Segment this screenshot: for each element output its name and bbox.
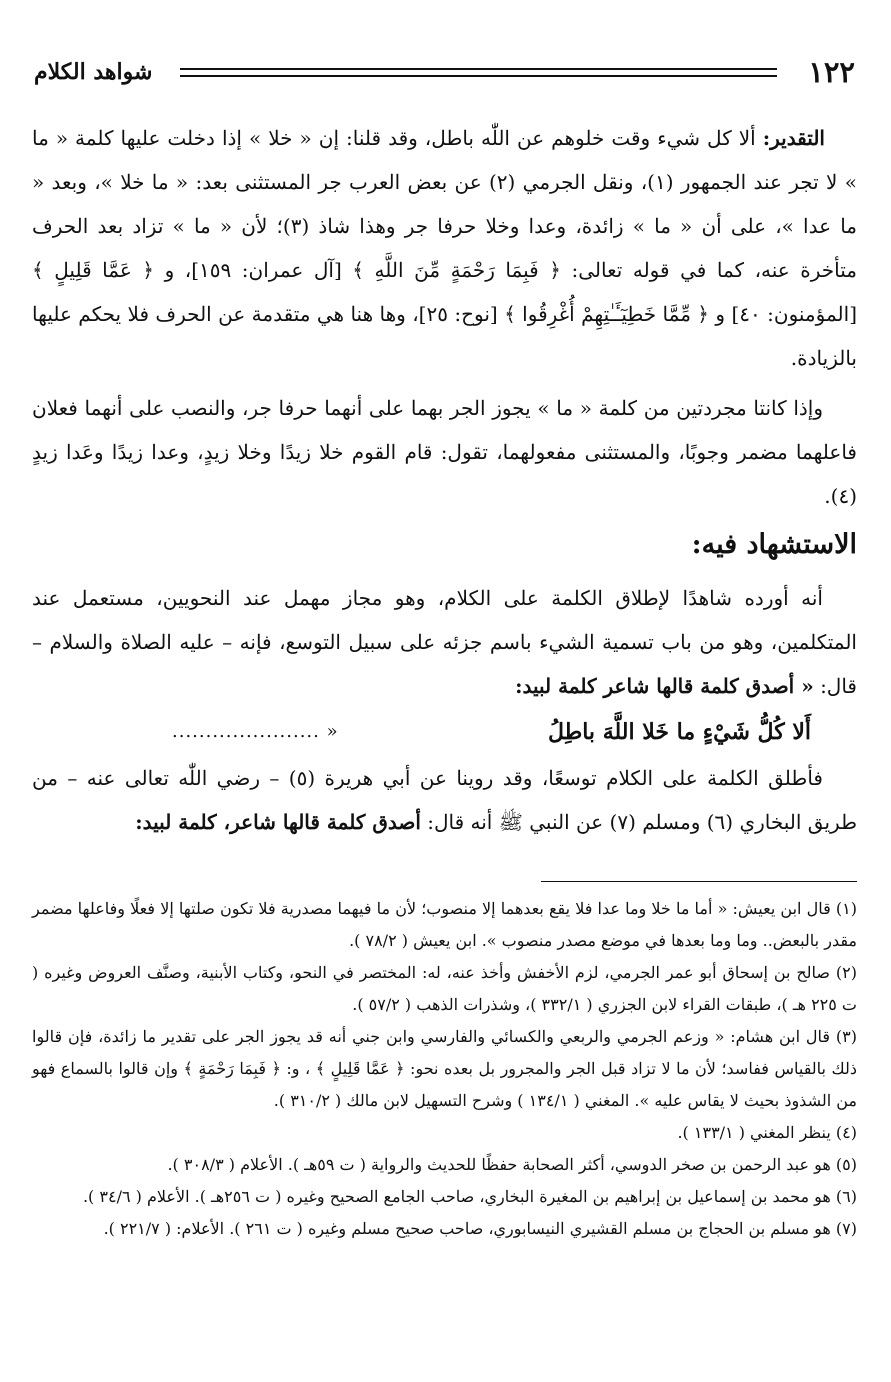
footnote: (٦) هو محمد بن إسماعيل بن إبراهيم بن المغيرة البخاري، صاحب الجامع الصحيح وغيره ( ت ٢٥٦هـ ). الأعلام ( ٣٤/٦ ).: [82, 1187, 857, 1206]
running-title: شواهد الكلام: [34, 59, 153, 85]
footnote: (٣) قال ابن هشام: « وزعم الجرمي والربعي والكسائي والفارسي وابن جني أنه قد يجوز الجر على تقدير ما زائدة، فإن قالوا ذلك بالقياس ففاسد؛ لأن ما لا تزاد قبل الجر والمجرور بل بعده نحو: ﴿ عَمَّا قَلِيلٍ ﴾ ، و: ﴿ فَبِمَا رَحْمَةٍ ﴾ وإن قالوا بالسماع فهو من الشذوذ بحيث لا يقاس عليه ». المغني ( ١٣٤/١ ) وشرح التسهيل لابن مالك ( ٣١٠/٢ ).: [32, 1027, 857, 1110]
footnote: (٧) هو مسلم بن الحجاج بن مسلم القشيري النيسابوري، صاحب صحيح مسلم وغيره ( ت ٢٦١ ). الأعلام: ( ٢٢١/٧ ).: [103, 1219, 857, 1238]
paragraph-text: ألا كل شيء وقت خلوهم عن اللّٰه باطل، وقد قلنا: إن « خلا » إذا دخلت عليها كلمة « ما » لا تجر عند الجمهور (١)، ونقل الجرمي (٢) عن بعض العرب جر المستثنى بعد: « ما خلا »، وبعد « ما عدا »، على أن « ما » زائدة، وعدا وخلا حرفا جر وهذا شاذ (٣)؛ لأن « ما » تزاد بعد الحرف متأخرة عنه، كما في قوله تعالى: ﴿ فَبِمَا رَحْمَةٍ مِّنَ اللَّهِ ﴾ [آل عمران: ١٥٩]، و ﴿ عَمَّا قَلِيلٍ ﴾ [المؤمنون: ٤٠] و ﴿ مِّمَّا خَطِيٓـَٔـٰتِهِمْ أُغْرِقُوا ﴾ [نوح: ٢٥]، وها هنا هي متقدمة عن الحرف فلا يحكم عليها بالزيادة.: [32, 126, 857, 370]
section-heading: الاستشهاد فيه:: [691, 529, 857, 560]
main-text: [32, 116, 857, 844]
paragraph-taqdir: [32, 116, 857, 380]
footnote-separator: [541, 881, 857, 882]
page-header: [28, 54, 863, 90]
footnote: (٤) ينظر المغني ( ١٣٣/١ ).: [677, 1123, 857, 1142]
paragraph-lead: التقدير:: [762, 126, 825, 150]
hadith-quote: « أصدق كلمة قالها شاعر كلمة لبيد:: [515, 674, 814, 698]
paragraph-jarr: وإذا كانتا مجردتين من كلمة « ما » يجوز الجر بهما على أنهما حرفا جر، والنصب على أنهما فعلان فاعلهما مضمر وجوبًا، والمستثنى مفعولهما، تقول: قام القوم خلا زيدًا وخلا زيدٍ، وعدا زيدًا وعَدا زيدٍ (٤).: [32, 396, 857, 508]
header-double-rule: [180, 68, 777, 77]
footnote: (٢) صالح بن إسحاق أبو عمر الجرمي، لزم الأخفش وأخذ عنه، له: المختصر في النحو، وكتاب الأبنية، وصنَّف العروض وغيره ( ت ٢٢٥ هـ )، طبقات القراء لابن الجزري ( ٣٣٢/١ )، وشذرات الذهب ( ٥٧/٢ ).: [32, 963, 857, 1014]
paragraph-text: فأطلق الكلمة على الكلام توسعًا، وقد روينا عن أبي هريرة (٥) – رضي اللّٰه تعالى عنه – من طريق البخاري (٦) ومسلم (٧) عن النبي ﷺ أنه قال:: [32, 766, 857, 834]
paragraph-istishhad: [32, 576, 857, 708]
poetry-verse: [32, 708, 857, 756]
footnote: (٥) هو عبد الرحمن بن صخر الدوسي، أكثر الصحابة حفظًا للحديث والرواية ( ت ٥٩هـ ). الأعلام ( ٣٠٨/٣ ).: [167, 1155, 857, 1174]
paragraph-text: أنه أورده شاهدًا لإطلاق الكلمة على الكلام، وهو مجاز مهمل عند النحويين، مستعمل عند المتكلمين، وهو من باب تسمية الشيء باسم جزئه على سبيل التوسع، فإنه – عليه الصلاة والسلام – قال:: [32, 586, 857, 698]
footnote: (١) قال ابن يعيش: « أما ما خلا وما عدا فلا يقع بعدهما إلا منصوب؛ لأن ما فيهما مصدرية فلا تكون صلتها إلا فعلًا وفاعلها مضمر مقدر بالبعض.. وما وما بعدها في موضع مصدر منصوب ». ابن يعيش ( ٧٨/٢ ).: [32, 899, 857, 950]
paragraph-itlaq: [32, 756, 857, 844]
verse-hemistich: أَلا كُلُّ شَيْءٍ ما خَلا اللَّهَ باطِلُ: [548, 719, 811, 745]
footnotes: [32, 893, 857, 1245]
page-number: ١٢٢: [808, 55, 855, 89]
verse-ellipsis: « ......................: [172, 721, 339, 742]
hadith-quote: أصدق كلمة قالها شاعر، كلمة لبيد:: [135, 810, 421, 834]
